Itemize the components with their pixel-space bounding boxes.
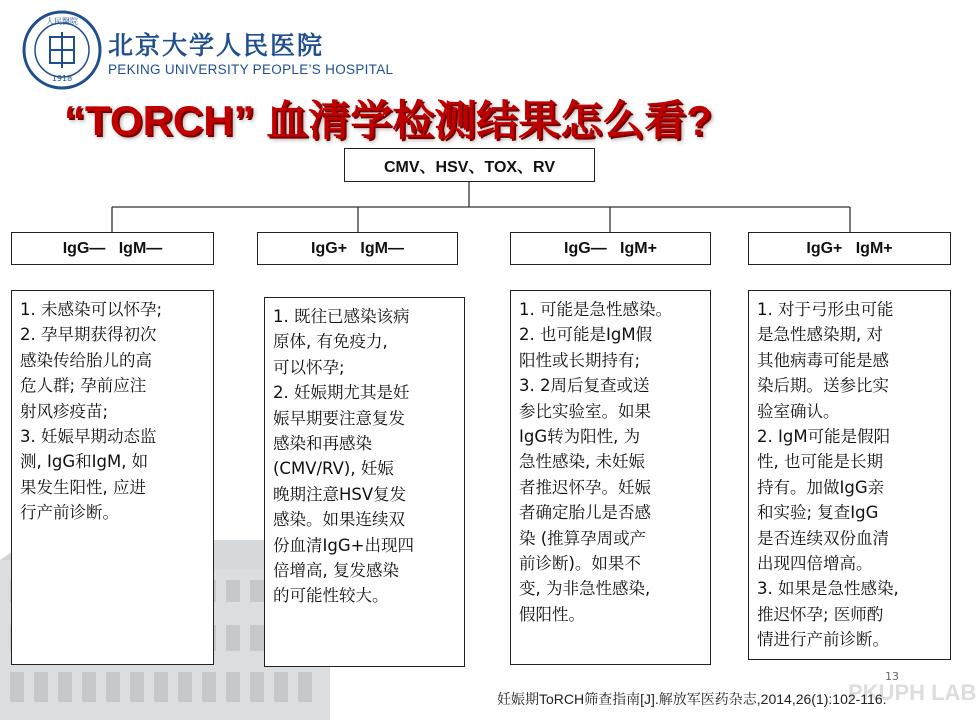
category-content-pos-pos: 1. 对于弓形虫可能 是急性感染期, 对 其他病毒可能是感 染后期。送参比实 验室确认。 2. IgM可能是假阳 性, 也可能是长期 持有。加做IgG亲 和实验; 复查IgG 是否连续双份血清 出现四倍增高。 3. 如果是急性感染, 推迟怀孕; 医师酌 情进行产前诊断。 [748, 290, 951, 660]
category-content-pos-neg: 1. 既往已感染该病 原体, 有免疫力, 可以怀孕; 2. 妊娠期尤其是妊 娠早期要注意复发 感染和再感染 (CMV/RV), 妊娠 晚期注意HSV复发 感染。如果连续双 份血清IgG+出现四 倍增高, 复发感染 的可能性较大。 [264, 297, 465, 667]
category-content-neg-pos: 1. 可能是急性感染。 2. 也可能是IgM假 阳性或长期持有; 3. 2周后复查或送 参比实验室。如果 IgG转为阳性, 为 急性感染, 未妊娠 者推迟怀孕。妊娠 者确定胎儿是否感 染 (推算孕周或产 前诊断)。如果不 变, 为非急性感染, 假阳性。 [510, 290, 711, 665]
category-label-pos-pos: IgG+ IgM+ [748, 232, 951, 265]
logo-year: 1918 [51, 74, 73, 83]
page-number: 13 [885, 670, 899, 683]
category-content-neg-neg: 1. 未感染可以怀孕; 2. 孕早期获得初次 感染传给胎儿的高 危人群; 孕前应注 射风疹疫苗; 3. 妊娠早期动态监 测, IgG和IgM, 如 果发生阳性, 应进 行产前诊断。 [11, 290, 214, 665]
pathogen-box: CMV、HSV、TOX、RV [344, 148, 595, 182]
hospital-name-en: PEKING UNIVERSITY PEOPLE’S HOSPITAL [108, 62, 394, 77]
category-label-pos-neg: IgG+ IgM— [257, 232, 458, 265]
page-title: “TORCH” 血清学检测结果怎么看? [64, 97, 712, 144]
hospital-name-cn: 北京大学人民医院 [108, 31, 325, 60]
category-label-neg-neg: IgG— IgM— [11, 232, 214, 265]
watermark: PKUPH LAB [848, 680, 976, 705]
category-label-neg-pos: IgG— IgM+ [510, 232, 711, 265]
citation: 妊娠期ToRCH筛查指南[J].解放军医药杂志,2014,26(1):102-116. [497, 691, 887, 707]
logo-top-text: 人民醫院 [46, 17, 78, 26]
